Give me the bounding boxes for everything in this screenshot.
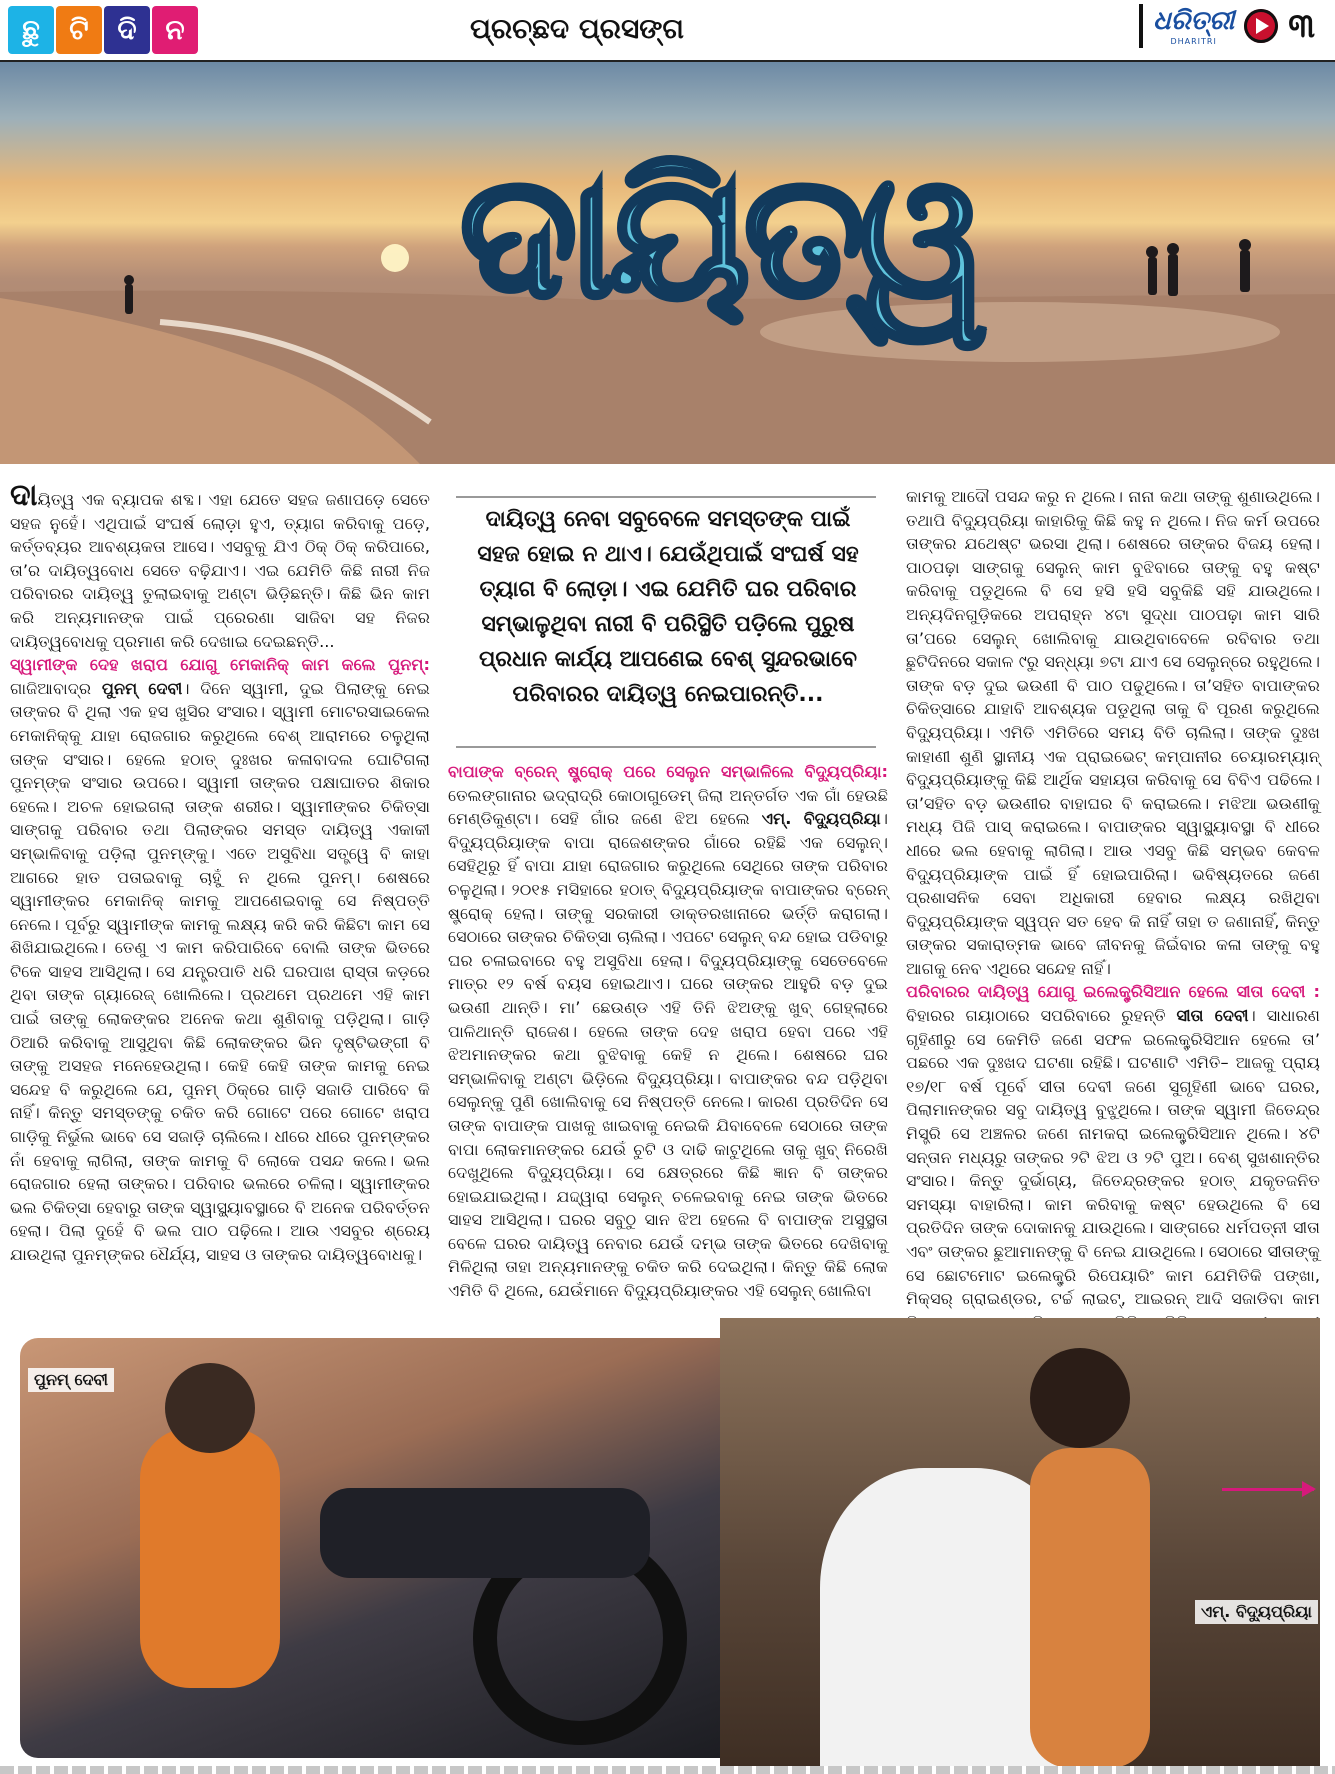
hero-title: ଦାୟିତ୍ୱ xyxy=(460,138,982,336)
body-text-1: କାମକୁ ଆଦୌ ପସନ୍ଦ କରୁ ନ ଥିଲେ। ନାନା କଥା ତାଙ୍କୁ ଶୁଣାଉଥିଲେ। ତଥାପି ବିଦ୍ୟୁପ୍ରିୟା କାହାରିକୁ କିଛି କହୁ ନ ଥିଲେ। ନିଜ କର୍ମ ଉପରେ ତାଙ୍କର ଯଥେଷ୍ଟ ଭରସା ଥିଲା। ଶେଷରେ ତାଙ୍କର ବିଜୟ ହେଲା। ପାଠପଢ଼ା ସାଙ୍ଗକୁ ସେଲୁନ୍ କାମ ବୁଝିବାରେ ତାଙ୍କୁ ବହୁ କଷ୍ଟ କରିବାକୁ ପଡୁଥିଲେ ବି ସେ ହସି ହସି ସବୁକିଛି ସହି ଯାଉଥିଲେ। ଅନ୍ୟଦିନଗୁଡ଼ିକରେ ଅପରାହ୍ନ ୪ଟା ସୁଦ୍ଧା ପାଠପଢ଼ା କାମ ସାରି ତା’ପରେ ସେଲୁନ୍ ଖୋଲିବାକୁ ଯାଉଥିବାବେଳେ ରବିବାର ତଥା ଛୁଟିଦିନରେ ସକାଳ ୯ରୁ ସନ୍ଧ୍ୟା ୭ଟା ଯାଏ ସେ ସେଲୁନ୍‌ରେ ରହୁଥିଲେ। ତାଙ୍କ ବଡ଼ ଦୁଇ ଭଉଣୀ ବି ପାଠ ପଢୁଥିଲେ। ତା’ସହିତ ବାପାଙ୍କର ଚିକିତ୍ସାରେ ଯାହାବି ଆବଶ୍ୟକ ପଡୁଥିଲା ତାକୁ ବି ପୂରଣ କରୁଥିଲେ ବିଦ୍ୟୁପ୍ରିୟା। ଏମିତି ଏମିତିରେ ସମୟ ବିତି ଚାଲିଲା। ତାଙ୍କ ଦୁଃଖ କାହାଣୀ ଶୁଣି ସ୍ଥାନୀୟ ଏକ ପ୍ରାଇଭେଟ୍ କମ୍ପାନୀର ଚେୟାରମ୍ୟାନ୍ ବିଦ୍ୟୁପ୍ରିୟାଙ୍କୁ କିଛି ଆର୍ଥିକ ସହାୟତା କରିବାକୁ ସେ ବିବିଏ ପଢିଲେ। ତା’ସହିତ ବଡ଼ ଭଉଣୀର ବାହାଘର ବି କରାଇଲେ। ମଝିଆ ଭଉଣୀକୁ ମଧ୍ୟ ପିଜି ପାସ୍ କରାଇଲେ। ବାପାଙ୍କର ସ୍ୱାସ୍ଥ୍ୟାବସ୍ଥା ବି ଧୀରେ ଧୀରେ ଭଲ ହେବାକୁ ଲାଗିଲା। ଆଉ ଏସବୁ କିଛି ସମ୍ଭବ କେବଳ ବିଦ୍ୟୁପ୍ରିୟାଙ୍କ ପାଇଁ ହିଁ ହୋଇପାରିଲା। ଭବିଷ୍ୟତରେ ଜଣେ ପ୍ରଶାସନିକ ସେବା ଅଧିକାରୀ ହେବାର ଲକ୍ଷ୍ୟ ରଖିଥିବା ବିଦ୍ୟୁପ୍ରିୟାଙ୍କ ସ୍ୱପ୍ନ ସତ ହେବ କି ନାହିଁ ତାହା ତ ଜଣାନାହିଁ, କିନ୍ତୁ ତାଙ୍କର ସକାରାତ୍ମକ ଭାବେ ଜୀବନକୁ ଜିଇଁବାର କଳା ତାଙ୍କୁ ବହୁ ଆଗକୁ ନେବ ଏଥିରେ ସନ୍ଦେହ ନାହିଁ। xyxy=(906,487,1320,978)
quote-rule-bottom xyxy=(456,746,876,748)
subhead-punam: ସ୍ୱାମୀଙ୍କ ଦେହ ଖରାପ ଯୋଗୁ ମେକାନିକ୍ କାମ କଲେ ପୁନମ୍: xyxy=(10,655,430,675)
barber-body xyxy=(1030,1448,1150,1768)
bike-body xyxy=(320,1488,650,1578)
publication-logo xyxy=(1153,6,1234,46)
barber-head xyxy=(1030,1348,1130,1448)
person-figure xyxy=(140,1428,280,1688)
intro-text: ୟିତ୍ୱ ଏକ ବ୍ୟାପକ ଶବ୍ଦ। ଏହା ଯେତେ ସହଜ ଜଣାପଡ଼େ ସେତେ ସହଜ ନୁହେଁ। ଏଥିପାଇଁ ସଂଘର୍ଷ ଲୋଡ଼ା ହୁଏ, ତ୍ୟାଗ କରିବାକୁ ପଡ଼େ, କର୍ତ୍ତବ୍ୟର ଆବଶ୍ୟକତା ଆସେ। ଏସବୁକୁ ଯିଏ ଠିକ୍ ଠିକ୍ କରିପାରେ, ତା’ର ଦାୟିତ୍ୱବୋଧ ସେତେ ବଢ଼ିଯାଏ। ଏଇ ଯେମିତି କିଛି ନାରୀ ନିଜ ପରିବାରର ଦାୟିତ୍ୱ ତୁଲାଇବାକୁ ଅଣ୍ଟା ଭିଡ଼ିଛନ୍ତି। କିଛି ଭିନ କାମ କରି ଅନ୍ୟମାନଙ୍କ ପାଇଁ ପ୍ରେରଣା ସାଜିବା ସହ ନିଜର ଦାୟିତ୍ୱବୋଧକୁ ପ୍ରମାଣ କରି ଦେଖାଇ ଦେଇଛନ୍ତି... xyxy=(10,490,430,651)
divider xyxy=(1139,4,1143,48)
logo-text: ଧରିତ୍ରୀ xyxy=(1153,6,1235,36)
body-lead: ବିହାରର ଗୟାଠାରେ ସପରିବାରେ ରୁହନ୍ତି xyxy=(906,1006,1177,1026)
brand-char-4: ନ xyxy=(152,6,198,54)
person-head xyxy=(165,1363,255,1453)
column-2 xyxy=(448,760,888,1315)
masthead xyxy=(0,0,1335,60)
brand-logo xyxy=(8,6,198,54)
body-text: । ଦିନେ ସ୍ୱାମୀ, ଦୁଇ ପିଲାଙ୍କୁ ନେଇ ତାଙ୍କର ବି ଥିଲା ଏକ ହସ ଖୁସିର ସଂସାର। ସ୍ୱାମୀ ମୋଟରସାଇକେଲ ମେକାନିକ୍କୁ ଯାହା ରୋଜଗାର କରୁଥିଲେ ବେଶ୍ ଆରାମରେ ଚଳୁଥିଲା ତାଙ୍କ ସଂସାର। ହେଲେ ହଠାତ୍ ଦୁଃଖର କଳାବାଦଲ ଘୋଟିଗଲା ପୁନମ୍‌ଙ୍କ ସଂସାର ଉପରେ। ସ୍ୱାମୀ ତାଙ୍କର ପକ୍ଷାଘାତର ଶିକାର ହେଲେ। ଅଚଳ ହୋଇଗଲା ତାଙ୍କ ଶରୀର। ସ୍ୱାମୀଙ୍କର ଚିକିତ୍ସା ସାଙ୍ଗକୁ ପରିବାର ତଥା ପିଲାଙ୍କର ସମସ୍ତ ଦାୟିତ୍ୱ ଏକାକୀ ସମ୍ଭାଳିବାକୁ ପଡ଼ିଲା ପୁନମ୍‌ଙ୍କୁ। ଏତେ ଅସୁବିଧା ସତ୍ତ୍ୱେ ବି କାହା ଆଗରେ ହାତ ପତାଇବାକୁ ଚାହୁଁ ନ ଥିଲେ ପୁନମ୍। ଶେଷରେ ସ୍ୱାମୀଙ୍କର ମେକାନିକ୍ କାମକୁ ଆପଣେଇବାକୁ ସେ ନିଷ୍ପତ୍ତି ନେଲେ। ପୂର୍ବରୁ ସ୍ୱାମୀଙ୍କ କାମକୁ ଲକ୍ଷ୍ୟ କରି କରି କିଛିଟା କାମ ସେ ଶିଖିଯାଇଥିଲେ। ତେଣୁ ଏ କାମ କରିପାରିବେ ବୋଲି ତାଙ୍କ ଭିତରେ ଟିକେ ସାହସ ଆସିଥିଲା। ସେ ଯନ୍ତ୍ରପାତି ଧରି ଘରପାଖ ରାସ୍ତା କଡ଼ରେ ଥିବା ତାଙ୍କ ଗ୍ୟାରେଜ୍ ଖୋଲିଲେ। ପ୍ରଥମେ ପ୍ରଥମେ ଏହି କାମ ପାଇଁ ତାଙ୍କୁ ଲୋକଙ୍କର ଅନେକ କଥା ଶୁଣିବାକୁ ପଡ଼ିଥିଲା। ଗାଡ଼ି ଠିଆରି କରିବାକୁ ଆସୁଥିବା କିଛି ଲୋକଙ୍କର ଭିନ ଦୃଷ୍ଟିଭଙ୍ଗୀ ବି ତାଙ୍କୁ ଅସହଜ ମନେହେଉଥିଲା। କେହି କେହି ତାଙ୍କ କାମକୁ ନେଇ ସନ୍ଦେହ ବି କରୁଥିଲେ ଯେ, ପୁନମ୍ ଠିକ୍‌ରେ ଗାଡ଼ି ସଜାଡି ପାରିବେ କି ନାହିଁ। କିନ୍ତୁ ସମସ୍ତଙ୍କୁ ଚକିତ କରି ଗୋଟେ ପରେ ଗୋଟେ ଖରାପ ଗାଡ଼ିକୁ ନିର୍ଭୁଲ ଭାବେ ସେ ସଜାଡ଼ି ଚାଲିଲେ। ଧୀରେ ଧୀରେ ପୁନମ୍‌ଙ୍କର ନାଁ ହେବାକୁ ଲାଗିଲା, ତାଙ୍କ କାମକୁ ବି ଲୋକେ ପସନ୍ଦ କଲେ। ଭଲ ରୋଜଗାର ହେଲା ତାଙ୍କର। ପରିବାର ଭଲରେ ଚଳିଲା। ସ୍ୱାମୀଙ୍କର ଭଲ ଚିକିତ୍ସା ହେବାରୁ ତାଙ୍କ ସ୍ୱାସ୍ଥ୍ୟାବସ୍ଥାରେ ବି ଅନେକ ପରିବର୍ତ୍ତନ ହେଲା। ପିଲା ଦୁହେଁ ବି ଭଲ ପାଠ ପଢ଼ିଲେ। ଆଉ ଏସବୁର ଶ୍ରେୟ ଯାଉଥିଲା ପୁନମ୍‌ଙ୍କର ଧୈର୍ଯ୍ୟ, ସାହସ ଓ ତାଙ୍କର ଦାୟିତ୍ୱବୋଧକୁ। xyxy=(10,678,430,1264)
continued-arrow-icon xyxy=(1222,1488,1314,1491)
body-lead: ତେଲଙ୍ଗାନାର ଭଦ୍ରାଦ୍ରି କୋଠାଗୁଡେମ୍ ଜିଲା ଅନ୍ତର୍ଗତ ଏକ ଗାଁ ହେଉଛି ମେଣ୍ଡିକୁଣ୍ଟା। ସେହି ଗାଁର ଜଣେ ଝିଅ ହେଲେ xyxy=(448,785,888,829)
caption-bidyupriya: ଏମ୍. ବିଦ୍ୟୁପ୍ରିୟା xyxy=(1195,1600,1318,1624)
quote-rule-top xyxy=(456,496,876,498)
body-lead: ଗାଜିଆବାଦ୍‌ର xyxy=(10,678,102,698)
section-title: ପ୍ରଚ୍ଛଦ ପ୍ରସଙ୍ଗ xyxy=(470,12,684,45)
caption-punam: ପୁନମ୍ ଦେବୀ xyxy=(28,1368,114,1392)
brand-char-3: ଦି xyxy=(104,6,150,54)
body-text: । ବିଦ୍ୟୁପ୍ରିୟାଙ୍କ ବାପା ରାଜେଶଙ୍କର ଗାଁରେ ରହିଛି ଏକ ସେଲୁନ୍। ସେହିଥିରୁ ହିଁ ବାପା ଯାହା ରୋଜଗାର କରୁଥିଲେ ସେଥିରେ ତାଙ୍କ ପରିବାର ଚଳୁଥିଲା। ୨୦୧୫ ମସିହାରେ ହଠାତ୍ ବିଦ୍ୟୁପ୍ରିୟାଙ୍କ ବାପାଙ୍କର ବ୍ରେନ୍ ଷ୍ଟ୍ରୋକ୍ ହେଲା। ତାଙ୍କୁ ସରକାରୀ ଡାକ୍ତରଖାନାରେ ଭର୍ତ୍ତି କରାଗଲା। ସେଠାରେ ତାଙ୍କର ଚିକିତ୍ସା ଚାଲିଲା। ଏପଟେ ସେଲୁନ୍ ବନ୍ଦ ହୋଇ ପଡିବାରୁ ଘର ଚଳାଇବାରେ ବହୁ ଅସୁବିଧା ହେଲା। ବିଦ୍ୟୁପ୍ରିୟାଙ୍କୁ ସେତେବେଳେ ମାତ୍ର ୧୨ ବର୍ଷ ବୟସ ହୋଇଥାଏ। ଘରେ ତାଙ୍କର ଆହୁରି ବଡ଼ ଦୁଇ ଭଉଣୀ ଥାନ୍ତି। ମା’ ଛେଉଣ୍ଡ ଏହି ତିନି ଝିଅଙ୍କୁ ଖୁବ୍ ଗେହ୍ଲାରେ ପାଳିଥାନ୍ତି ରାଜେଶ। ହେଲେ ତାଙ୍କ ଦେହ ଖରାପ ହେବା ପରେ ଏହି ଝିଅମାନଙ୍କର କଥା ବୁଝିବାକୁ କେହି ନ ଥିଲେ। ଶେଷରେ ଘର ସମ୍ଭାଳିବାକୁ ଅଣ୍ଟା ଭିଡ଼ିଲେ ବିଦ୍ୟୁପ୍ରିୟା। ବାପାଙ୍କର ବନ୍ଦ ପଡ଼ିଥିବା ସେଲୁନ୍‌କୁ ପୁଣି ଖୋଲିବାକୁ ସେ ନିଷ୍ପତ୍ତି ନେଲେ। କାରଣ ପ୍ରତିଦିନ ସେ ତାଙ୍କ ବାପାଙ୍କ ପାଖକୁ ଖାଇବାକୁ ନେଇକି ଯିବାବେଳେ ସେଠାରେ ତାଙ୍କ ବାପା ଲୋକମାନଙ୍କର ଯେଉଁ ଚୁଟି ଓ ଦାଢି କାଟୁଥିଲେ ତାକୁ ଖୁବ୍ ନିରେଖି ଦେଖୁଥିଲେ ବିଦ୍ୟୁପ୍ରିୟା। ସେ କ୍ଷେତ୍ରରେ କିଛି ଜ୍ଞାନ ବି ତାଙ୍କର ହୋଇଯାଇଥିଲା। ଯଦ୍ଦ୍ୱାରା ସେଲୁନ୍ ଚଳେଇବାକୁ ନେଇ ତାଙ୍କ ଭିତରେ ସାହସ ଆସିଥିଲା। ଘରର ସବୁଠୁ ସାନ ଝିଅ ହେଲେ ବି ବାପାଙ୍କ ଅସୁସ୍ଥତା ବେଳେ ଘରର ଦାୟିତ୍ୱ ନେବାର ଯେଉଁ ଦମ୍ଭ ତାଙ୍କ ଭିତରେ ଦେଖିବାକୁ ମିଳିଥିଲା ତାହା ଅନ୍ୟମାନଙ୍କୁ ଚକିତ କରି ଦେଇଥିଲା। କିନ୍ତୁ କିଛି ଲୋକ ଏମିତି ବି ଥିଲେ, ଯେଉଁମାନେ ବିଦ୍ୟୁପ୍ରିୟାଙ୍କର ଏହି ସେଲୁନ୍ ଖୋଲିବା xyxy=(448,809,889,1301)
publication-badge xyxy=(1139,4,1315,48)
pull-quote: ଦାୟିତ୍ୱ ନେବା ସବୁବେଳେ ସମସ୍ତଙ୍କ ପାଇଁ ସହଜ ହୋଇ ନ ଥାଏ। ଯେଉଁଥିପାଇଁ ସଂଘର୍ଷ ସହ ତ୍ୟାଗ ବି ଲୋଡ଼ା। ଏଇ ଯେମିତି ଘର ପରିବାର ସମ୍ଭାଳୁଥିବା ନାରୀ ବି ପରିସ୍ଥିତି ପଡ଼ିଲେ ପୁରୁଷ ପ୍ରଧାନ କାର୍ଯ୍ୟ ଆପଣେଇ ବେଶ୍ ସୁନ୍ଦରଭାବେ ପରିବାରର ଦାୟିତ୍ୱ ନେଇପାରନ୍ତି... xyxy=(477,507,859,707)
subhead-bidyupriya: ବାପାଙ୍କ ବ୍ରେନ୍ ଷ୍ଟ୍ରୋକ୍ ପରେ ସେଲୁନ ସମ୍ଭାଳିଲେ ବିଦ୍ୟୁପ୍ରିୟା: xyxy=(448,762,888,781)
brand-char-1: ଛୁ xyxy=(8,6,54,54)
page-number: ୩ xyxy=(1288,6,1315,46)
brand-char-2: ଟି xyxy=(56,6,102,54)
hero-beach-photo xyxy=(0,62,1335,464)
logo-subtext: DHARITRI xyxy=(1170,37,1217,46)
subhead-sita: ପରିବାରର ଦାୟିତ୍ୱ ଯୋଗୁ ଇଲେକ୍ଟ୍ରିସିଆନ ହେଲେ ସୀତା ଦେବୀ : xyxy=(906,982,1320,1002)
play-icon xyxy=(1244,9,1278,43)
drop-cap: ଦା xyxy=(10,478,38,513)
name-bidyupriya: ଏମ୍. ବିଦ୍ୟୁପ୍ରିୟା xyxy=(761,809,881,829)
name-sita: ସୀତା ଦେବୀ xyxy=(1176,1006,1249,1026)
barber-illustration xyxy=(960,1328,1220,1768)
footer-rule xyxy=(0,1766,1335,1774)
sun xyxy=(381,244,409,272)
photo-punam-mechanic xyxy=(20,1338,740,1758)
column-1 xyxy=(10,478,430,1315)
name-punam: ପୁନମ୍ ଦେବୀ xyxy=(101,678,183,698)
motorcycle-illustration xyxy=(20,1338,740,1758)
photo-area xyxy=(0,1318,1335,1768)
body-text-2: । ସାଧାରଣ ଗୃହିଣୀରୁ ସେ କେମିତି ଜଣେ ସଫଳ ଇଲେକ୍ଟ୍ରିସିଆନ ହେଲେ ତା’ ପଛରେ ଏକ ଦୁଃଖଦ ଘଟଣା ରହିଛି। ଘଟଣାଟି ଏମିତି– ଆଜକୁ ପ୍ରାୟ ୧୭/୧୮ ବର୍ଷ ପୂର୍ବେ ସୀତା ଦେବୀ ଜଣେ ସୁଗୃହିଣୀ ଭାବେ ଘରର, ପିଲାମାନଙ୍କର ସବୁ ଦାୟିତ୍ୱ ବୁଝୁଥିଲେ। ତାଙ୍କ ସ୍ୱାମୀ ଜିତେନ୍ଦ୍ର ମିସ୍ତ୍ରି ସେ ଅଞ୍ଚଳର ଜଣେ ନାମକରା ଇଲେକ୍ଟ୍ରିସିଆନ ଥିଲେ। ୪ଟି ସନ୍ତାନ ମଧ୍ୟରୁ ତାଙ୍କର ୨ଟି ଝିଅ ଓ ୨ଟି ପୁଅ। ବେଶ୍ ସୁଖଶାନ୍ତିର ସଂସାର। କିନ୍ତୁ ଦୁର୍ଭାଗ୍ୟ, ଜିତେନ୍ଦ୍ରଙ୍କର ହଠାତ୍ ଯକୃତଜନିତ ସମସ୍ୟା ବାହାରିଲା। କାମ କରିବାକୁ କଷ୍ଟ ହେଉଥିଲେ ବି ସେ ପ୍ରତିଦିନ ତାଙ୍କ ଦୋକାନକୁ ଯାଉଥିଲେ। ସାଙ୍ଗରେ ଧର୍ମପତ୍ନୀ ସୀତା ଏବଂ ତାଙ୍କର ଛୁଆମାନଙ୍କୁ ବି ନେଇ ଯାଉଥିଲେ। ସେଠାରେ ସୀତାଙ୍କୁ ସେ ଛୋଟମୋଟ ଇଲେକ୍ଟ୍ରି ରିପେୟାରିଂ କାମ ଯେମିତିକି ପଙ୍ଖା, ମିକ୍ସର୍ ଗ୍ରାଇଣ୍ଡର, ଟର୍ଚ୍ଚ ଲାଇଟ୍, ଆଇରନ୍ ଆଦି ସଜାଡିବା କାମ xyxy=(906,1006,1320,1309)
